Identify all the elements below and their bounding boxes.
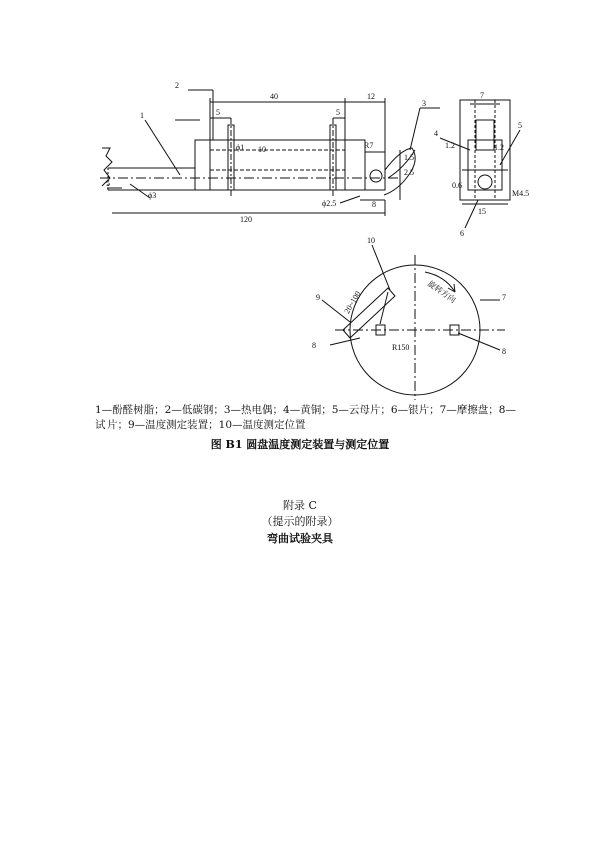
dim-r150: R150 [392,343,410,352]
callout-2: 2 [175,81,179,90]
phenolic-rod [108,168,195,190]
appendix-title: 弯曲试验夹具 [267,532,333,545]
dim-5-stub: 5 [106,179,110,188]
dim-1-5: 1.5 [404,153,414,162]
figure-b1-drawing [0,0,600,400]
dim-8: 8 [372,200,376,209]
figure-title: 图 B1 圆盘温度测定装置与测定位置 [210,438,390,451]
callout-7: 7 [502,293,506,302]
dim-0-6: 0.6 [452,181,462,190]
dim-15: 15 [478,207,486,216]
callout-8: 8 [502,347,506,356]
dim-1-2-right: 1.2 [494,143,504,152]
dim-7: 7 [480,91,484,100]
dim-phi1: ϕ1 [236,143,245,152]
steel-body [195,140,365,190]
dim-phi25: ϕ2.5 [322,199,337,208]
dim-120: 120 [240,215,252,224]
dim-phi3: ϕ3 [148,191,157,200]
head-circle [370,170,382,182]
dim-1-2: 1.2 [445,141,455,150]
appendix-type: （提示的附录） [261,515,339,528]
callout-6: 6 [460,229,464,238]
callout-8b: 8 [312,341,316,350]
rotation-label: 旋转方向 [426,278,458,305]
dim-12: 12 [367,92,375,101]
callout-9: 9 [316,293,320,302]
callout-1: 1 [140,111,144,120]
dim-range: 20~100 [342,289,363,316]
appendix-label: 附录 C [283,499,317,512]
figure-legend-line-1: 1—酚醛树脂；2—低碳钢；3—热电偶；4—黄铜；5—云母片；6—银片；7—摩擦盘；8—试 [95,404,516,431]
dim-5-left: 5 [216,108,220,117]
callout-4: 4 [434,129,438,138]
dim-2-5: 2.5 [404,168,414,177]
dim-40: 40 [270,92,278,101]
callout-3: 3 [422,99,426,108]
dim-m4: M4.5 [512,189,530,198]
dim-r7: R7 [364,141,374,150]
figure-legend-line-2: 片；9—温度测定装置；10—温度测定位置 [107,419,306,431]
callout-10: 10 [367,236,375,245]
dim-5-right: 5 [336,108,340,117]
callout-5: 5 [518,121,522,130]
dim-10: 10 [258,145,266,154]
